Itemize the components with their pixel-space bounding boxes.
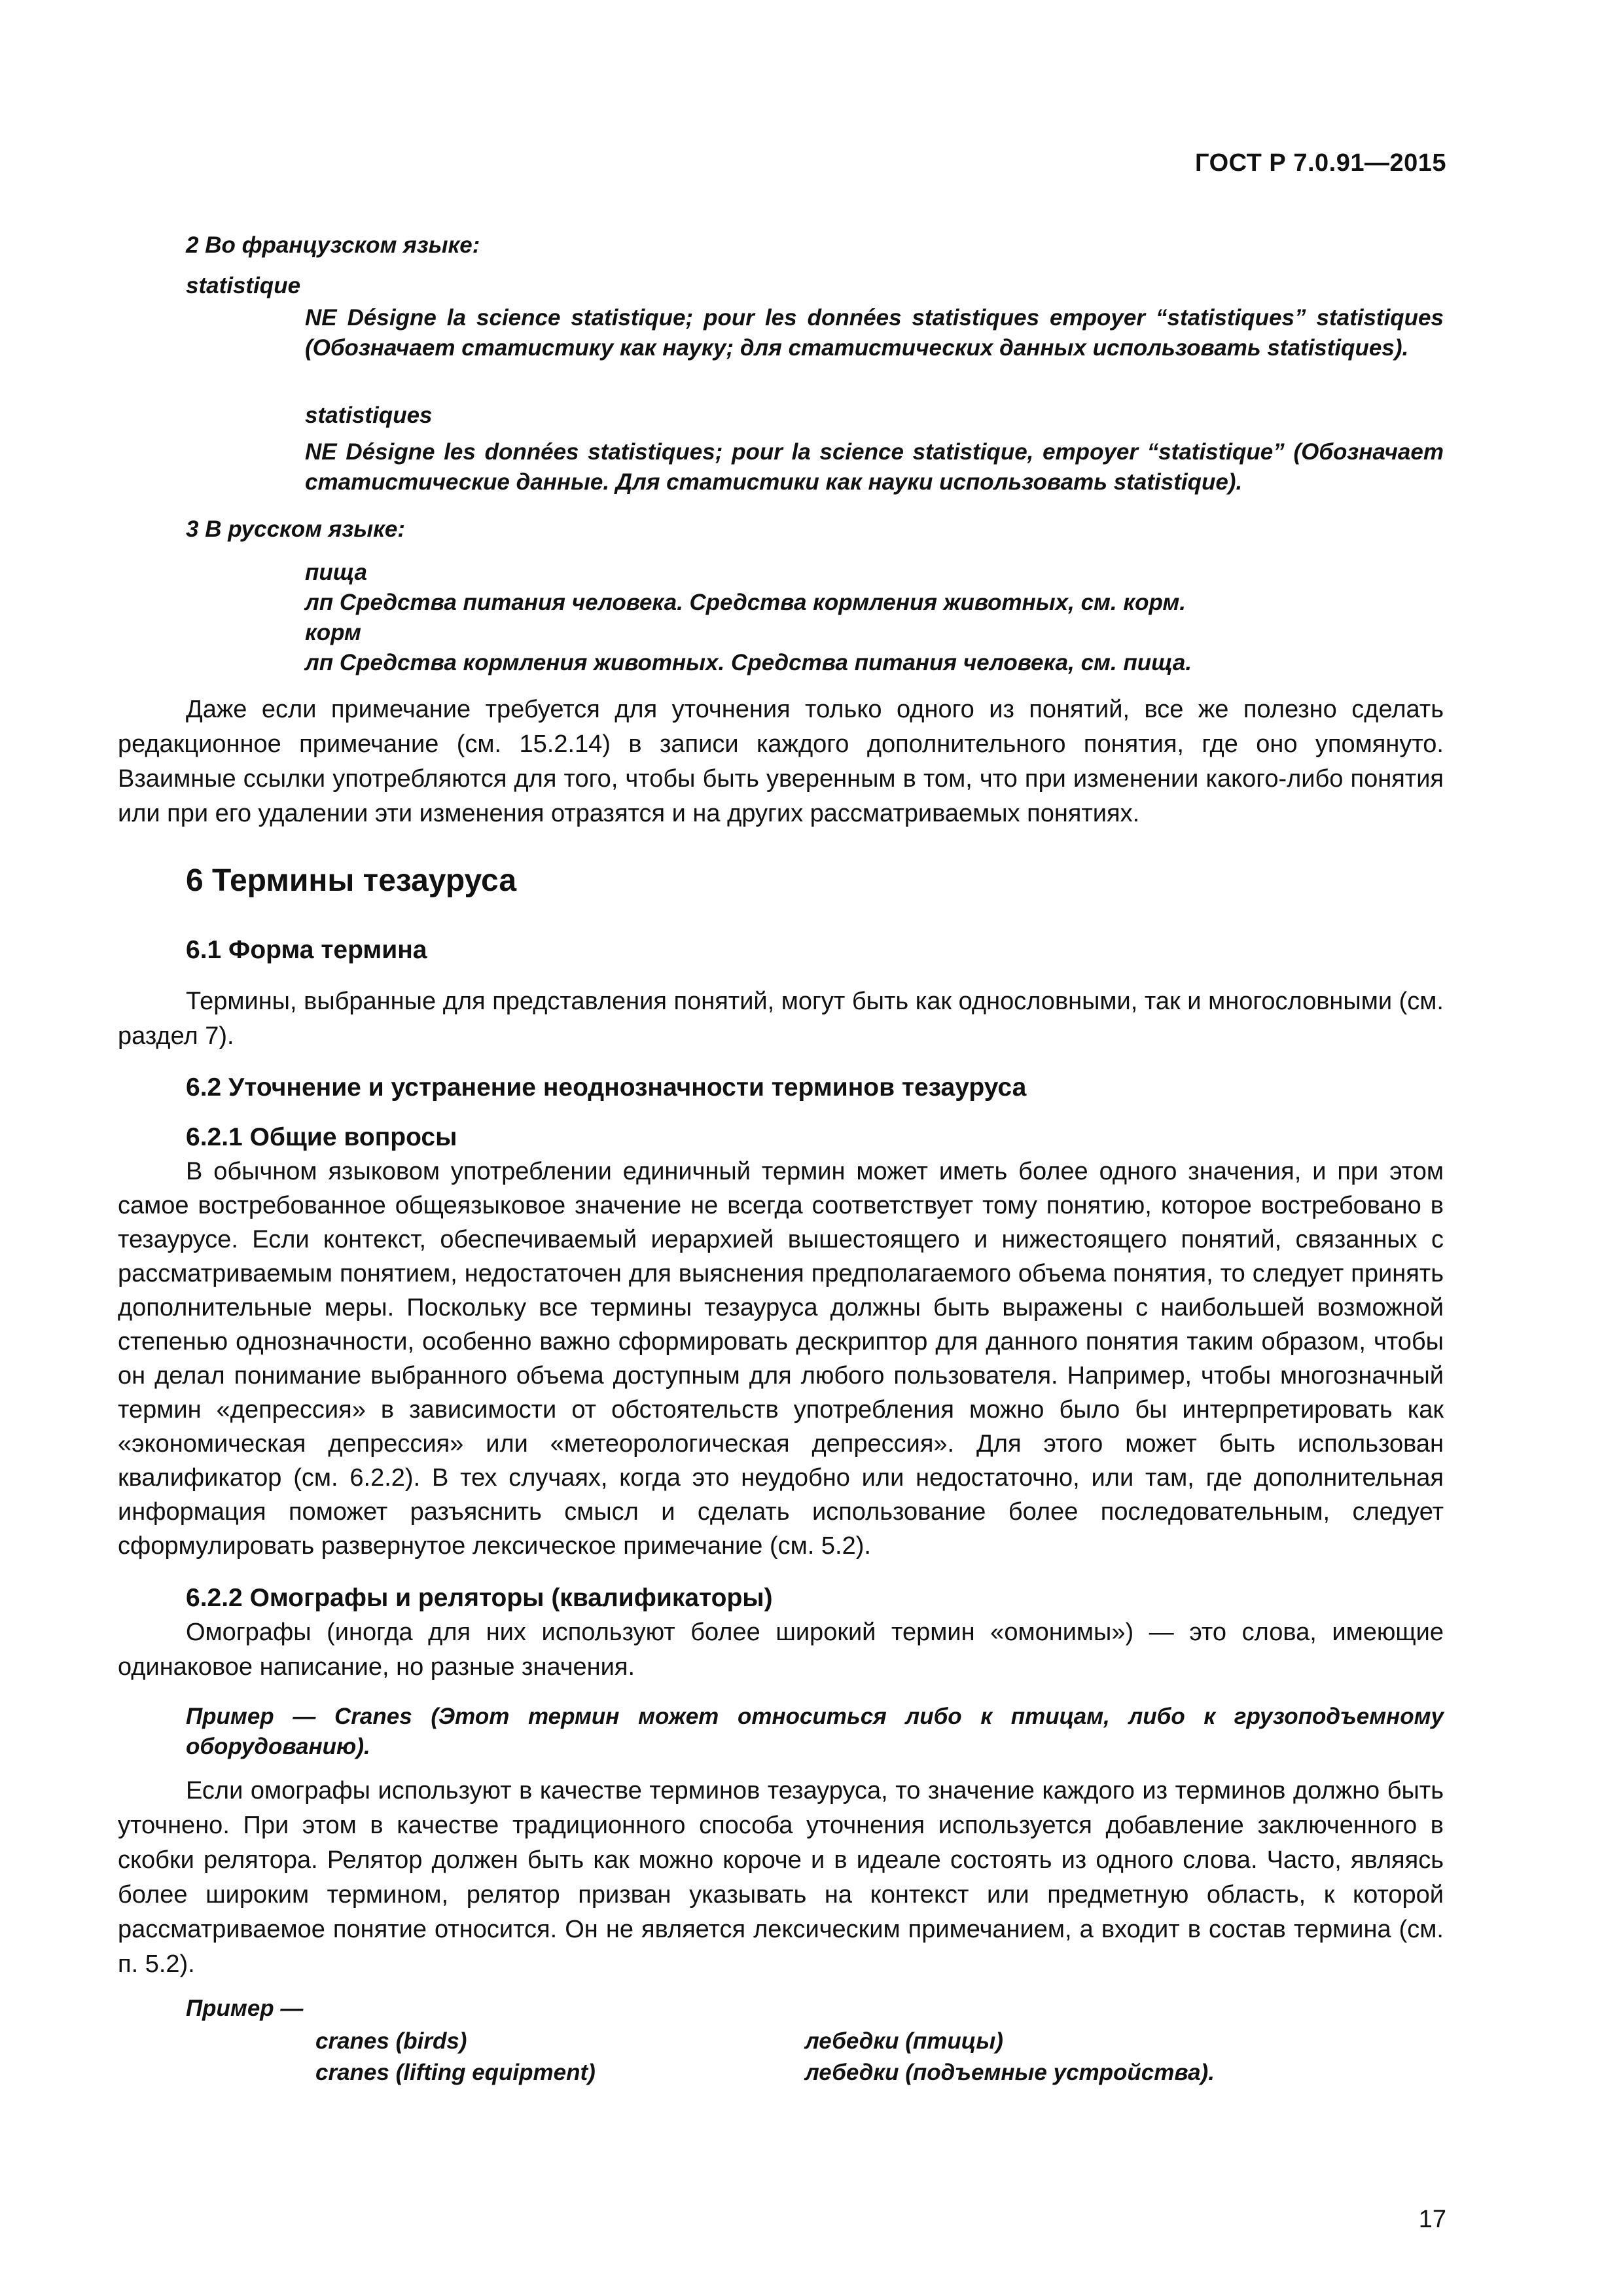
document-code: ГОСТ Р 7.0.91—2015 — [1195, 149, 1446, 177]
note-3-line1: пища — [305, 560, 367, 585]
section-6-1-text: Термины, выбранные для представления понятий, могут быть как однословными, так и многословными (см. раздел 7). — [118, 988, 1444, 1050]
section-6-2-2-text-1: Омографы (иногда для них используют более широкий термин «омонимы») — это слова, имеющие одинаковое написание, но разные значения. — [118, 1619, 1444, 1681]
section-6-2-2-text-2: Если омографы используют в качестве терминов тезауруса, то значение каждого из терминов должно быть уточнено. При этом в качестве традиционного способа уточнения используется добавление заключенного в скобки релятора. Релятор должен быть как можно короче и в идеале состоять из одного слова. Часто, являясь более широким термином, релятор призван указывать на контекст или предметную область, к которой рассматриваемое понятие относится. Он не является лексическим примечанием, а входит в состав термина (см. п. 5.2). — [118, 1777, 1444, 1978]
section-6-1-body — [118, 984, 1444, 1054]
example-2-label: Пример — — [186, 1996, 304, 2021]
note-2-term1-block — [186, 271, 1444, 301]
example-2-en-2: cranes (lifting equipment) — [315, 2060, 596, 2085]
section-6-title: 6 Термины тезауруса — [186, 863, 517, 898]
section-6-2-2-title: 6.2.2 Омографы и реляторы (квалификаторы) — [186, 1584, 773, 1612]
note-2-def1-block — [305, 303, 1444, 363]
page-number: 17 — [1418, 2206, 1446, 2233]
section-6-2-2-body-1 — [118, 1615, 1444, 1685]
note-2-def2: NE Désigne les données statistiques; pour la science statistique, empoyer “statistique” (Обозначает статистические данные. Для статистики как науки использовать statistique). — [305, 439, 1444, 495]
example-2-ru-1: лебедки (птицы) — [805, 2028, 1003, 2054]
note-3-line4: лп Средства кормления животных. Средства питания человека, см. пища. — [305, 650, 1192, 675]
note-3-line2: лп Средства питания человека. Средства кормления животных, см. корм. — [305, 590, 1186, 615]
example-1: Пример — Cranes (Этот термин может относиться либо к птицам, либо к грузоподъемному оборудованию). — [186, 1704, 1444, 1759]
section-6-2-2-body-2 — [118, 1774, 1444, 1982]
editorial-paragraph-block — [118, 692, 1444, 831]
note-3-line3: корм — [305, 620, 361, 645]
note-3-label: 3 В русском языке: — [186, 516, 406, 542]
note-3-entries — [305, 558, 1444, 678]
note-2-term2: statistiques — [305, 403, 433, 428]
section-6-1-title: 6.1 Форма термина — [186, 936, 427, 964]
note-2 — [186, 230, 1444, 260]
section-6-2-title: 6.2 Уточнение и устранение неоднозначности терминов тезауруса — [186, 1073, 1027, 1102]
section-6-heading-block — [186, 863, 1444, 899]
example-2-ru-2: лебедки (подъемные устройства). — [805, 2060, 1215, 2085]
note-2-term1: statistique — [186, 273, 301, 298]
editorial-paragraph: Даже если примечание требуется для уточнения только одного из понятий, все же полезно сделать редакционное примечание (см. 15.2.14) в записи каждого дополнительного понятия, где оно упомянуто. Взаимные ссылки употребляются для того, чтобы быть уверенным в том, что при изменении какого-либо понятия или при его удалении эти изменения отразятся и на других рассматриваемых понятиях. — [118, 696, 1444, 827]
example-2-label-block — [186, 1994, 1444, 2024]
note-2-label: 2 Во французском языке: — [186, 232, 480, 258]
example-2-en-1: cranes (birds) — [315, 2028, 467, 2054]
section-6-2-2-heading-block — [186, 1584, 1444, 1613]
note-2-def2-block — [305, 437, 1444, 497]
section-6-2-1-text: В обычном языковом употреблении единичный термин может иметь более одного значения, и при этом самое востребованное общеязыковое значение не всегда соответствует тому понятию, которое востребовано в тезаурусе. Если контекст, обеспечиваемый иерархией вышестоящего и нижестоящего понятий, связанных с рассматриваемым понятием, недостаточен для выяснения предполагаемого объема понятия, то следует принять дополнительные меры. Поскольку все термины тезауруса должны быть выражены с наибольшей возможной степенью однозначности, особенно важно сформировать дескриптор для данного понятия таким образом, чтобы он делал понимание выбранного объема доступным для любого пользователя. Например, чтобы многозначный термин «депрессия» в зависимости от обстоятельств употребления можно было бы интерпретировать как «экономическая депрессия» или «метеорологическая депрессия». Для этого может быть использован квалификатор (см. 6.2.2). В тех случаях, когда это неудобно или недостаточно, или там, где дополнительная информация поможет разъяснить смысл и сделать использование более последовательным, следует сформулировать развернутое лексическое примечание (см. 5.2). — [118, 1158, 1444, 1560]
note-2-def1: NE Désigne la science statistique; pour les données statistiques empoyer “statistiques” statistiques (Обозначает статистику как науку; для статистических данных использовать statistiques). — [305, 305, 1444, 361]
section-6-2-1-body — [118, 1155, 1444, 1563]
section-6-1-heading-block — [186, 936, 1444, 965]
note-2-term2-block — [305, 401, 1444, 431]
note-3 — [186, 514, 1444, 545]
section-6-2-heading-block — [186, 1073, 1444, 1102]
example-1-block — [186, 1702, 1444, 1762]
section-6-2-1-title: 6.2.1 Общие вопросы — [186, 1123, 457, 1151]
section-6-2-1-heading-block — [186, 1123, 1444, 1152]
